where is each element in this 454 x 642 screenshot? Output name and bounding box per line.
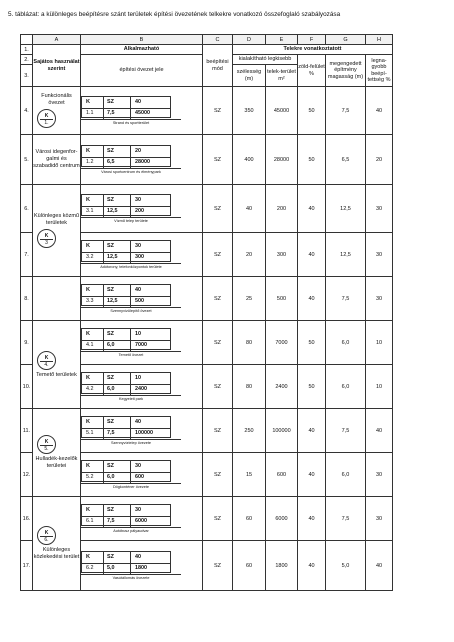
zone-code-cell [81, 277, 203, 321]
cell-magassag: 5,0 [326, 541, 366, 591]
group-code-num: 5. [44, 446, 49, 453]
cell-terulet: 600 [266, 453, 298, 497]
header-magassag: megengedett építmény magasság (m) [326, 55, 366, 87]
zone-k: K [86, 197, 91, 204]
cell-terulet: 45000 [266, 87, 298, 135]
cell-beepitettseg: 20 [366, 135, 393, 185]
cell-szelesseg: 80 [233, 365, 266, 409]
zone-sz: SZ [107, 507, 114, 514]
column-letter: D [233, 35, 266, 45]
cell-beepitesi-mod: SZ [203, 365, 233, 409]
cell-szelesseg: 40 [233, 185, 266, 233]
zone-number: 4.2 [86, 386, 94, 393]
cell-magassag: 7,5 [326, 277, 366, 321]
cell-terulet: 200 [266, 185, 298, 233]
zone-min-area: 600 [135, 474, 144, 481]
cell-szelesseg: 25 [233, 277, 266, 321]
cell-zoldfelulet: 40 [298, 277, 326, 321]
zone-sz: SZ [107, 99, 114, 106]
zone-min-area: 7000 [135, 342, 147, 349]
zone-min-area: 45000 [135, 110, 150, 117]
zone-k: K [86, 507, 91, 514]
cell-beepitesi-mod: SZ [203, 541, 233, 591]
row-number: 6. [21, 185, 33, 233]
zone-max-coverage: 40 [135, 99, 141, 106]
zone-caption: Kegyeleti park [81, 395, 181, 401]
cell-zoldfelulet: 50 [298, 87, 326, 135]
table-row [21, 87, 393, 135]
zone-k: K [86, 99, 91, 106]
zone-number: 3.2 [86, 254, 94, 261]
group-name: Funkcionális övezet [41, 92, 72, 106]
zone-code-cell [81, 87, 203, 135]
group-code-num: 4. [44, 361, 49, 368]
cell-beepitettseg: 30 [366, 233, 393, 277]
zone-caption: Szennyvízülepítő övezet [81, 307, 181, 313]
zone-max-coverage: 20 [135, 148, 141, 155]
zone-number: 3.1 [86, 208, 94, 215]
row-number: 17. [21, 541, 33, 591]
zone-sz: SZ [107, 463, 114, 470]
group-cell [33, 87, 81, 135]
zone-number: 5.1 [86, 430, 94, 437]
cell-beepitesi-mod: SZ [203, 277, 233, 321]
zone-code-cell [81, 185, 203, 233]
zone-code-box [81, 328, 171, 350]
cell-beepitesi-mod: SZ [203, 453, 233, 497]
header-epitesi-ovezet: építési övezet jele [81, 55, 203, 87]
column-letter: A [33, 35, 81, 45]
cell-beepitesi-mod: SZ [203, 409, 233, 453]
row-number: 8. [21, 277, 33, 321]
cell-beepitettseg: 10 [366, 365, 393, 409]
cell-beepitettseg: 30 [366, 185, 393, 233]
zone-code-box [81, 96, 171, 118]
group-code-badge [37, 526, 56, 545]
column-letter: E [266, 35, 298, 45]
group-name: Temető területek [36, 371, 77, 378]
group-code-badge [37, 229, 56, 248]
zone-sz: SZ [107, 148, 114, 155]
cell-zoldfelulet: 50 [298, 135, 326, 185]
cell-beepitettseg: 30 [366, 497, 393, 541]
zone-max-height: 7,5 [107, 518, 115, 525]
row-number: 7. [21, 233, 33, 277]
column-letter-row [21, 35, 393, 45]
zone-sz: SZ [107, 287, 114, 294]
group-code-k: K [44, 233, 49, 240]
header-beepitesi-mod: beépítési mód [203, 45, 233, 87]
zone-code-cell [81, 541, 203, 591]
header-beepitettseg: legna-gyobb beépí-tettség % [366, 55, 393, 87]
cell-szelesseg: 250 [233, 409, 266, 453]
cell-szelesseg: 400 [233, 135, 266, 185]
cell-zoldfelulet: 40 [298, 233, 326, 277]
zone-max-coverage: 30 [135, 197, 141, 204]
group-code-num: 6. [44, 537, 49, 544]
table-row [21, 277, 393, 321]
table-row [21, 185, 393, 233]
column-letter: C [203, 35, 233, 45]
zone-max-coverage: 30 [135, 463, 141, 470]
zone-number: 6.1 [86, 518, 94, 525]
zone-max-height: 12,5 [107, 208, 118, 215]
zone-code-box [81, 284, 171, 306]
group-cell [33, 409, 81, 497]
cell-zoldfelulet: 40 [298, 497, 326, 541]
zone-number: 4.1 [86, 342, 94, 349]
zone-k: K [86, 554, 91, 561]
group-cell [33, 135, 81, 185]
group-code-k: K [44, 439, 49, 446]
zone-code-cell [81, 497, 203, 541]
row-number-cell [21, 35, 33, 45]
cell-szelesseg: 80 [233, 321, 266, 365]
cell-szelesseg: 350 [233, 87, 266, 135]
zone-max-coverage: 30 [135, 507, 141, 514]
zone-max-coverage: 40 [135, 419, 141, 426]
header-group: Sajátos használat szerint [33, 45, 81, 87]
cell-terulet: 100000 [266, 409, 298, 453]
zone-code-cell [81, 135, 203, 185]
table-row [21, 409, 393, 453]
cell-beepitettseg: 10 [366, 321, 393, 365]
zone-caption: Városi sportcentrum és élménypark [81, 168, 181, 174]
zone-caption: Adótorony, telefonközpontok területe [81, 263, 181, 269]
cell-terulet: 7000 [266, 321, 298, 365]
cell-beepitettseg: 40 [366, 409, 393, 453]
zone-min-area: 300 [135, 254, 144, 261]
zone-max-height: 7,5 [107, 110, 115, 117]
zone-number: 3.3 [86, 298, 94, 305]
zone-caption: Vízmű telep területe [81, 217, 181, 223]
cell-beepitesi-mod: SZ [203, 185, 233, 233]
zone-max-coverage: 40 [135, 554, 141, 561]
zone-k: K [86, 419, 91, 426]
zone-k: K [86, 463, 91, 470]
group-name: Hulladék-kezelők területei [35, 456, 78, 469]
cell-beepitesi-mod: SZ [203, 233, 233, 277]
column-letter: F [298, 35, 326, 45]
cell-magassag: 6,0 [326, 453, 366, 497]
zone-k: K [86, 331, 91, 338]
column-letter: B [81, 35, 203, 45]
group-code-num: 3 [45, 240, 48, 247]
zone-max-height: 5,0 [107, 565, 115, 572]
zone-code-box [81, 416, 171, 438]
zone-caption: Szennyvíztelep övezete [81, 439, 181, 445]
zone-number: 5.2 [86, 474, 94, 481]
zone-min-area: 500 [135, 298, 144, 305]
row-number: 2. [21, 55, 33, 65]
cell-beepitettseg: 40 [366, 87, 393, 135]
cell-terulet: 300 [266, 233, 298, 277]
table-row [21, 321, 393, 365]
zone-max-coverage: 40 [135, 287, 141, 294]
cell-zoldfelulet: 50 [298, 321, 326, 365]
cell-zoldfelulet: 50 [298, 365, 326, 409]
column-letter: H [366, 35, 393, 45]
row-number: 10. [21, 365, 33, 409]
zone-code-box [81, 240, 171, 262]
cell-zoldfelulet: 40 [298, 453, 326, 497]
cell-magassag: 7,5 [326, 409, 366, 453]
cell-terulet: 2400 [266, 365, 298, 409]
zone-sz: SZ [107, 331, 114, 338]
cell-terulet: 6000 [266, 497, 298, 541]
group-code-num: 1. [44, 120, 49, 127]
cell-magassag: 7,5 [326, 497, 366, 541]
zone-min-area: 28000 [135, 159, 150, 166]
zone-min-area: 200 [135, 208, 144, 215]
row-number: 16. [21, 497, 33, 541]
zone-max-height: 6,0 [107, 386, 115, 393]
group-code-k: K [44, 530, 49, 537]
cell-szelesseg: 60 [233, 497, 266, 541]
group-name: Városi idegenfor-galmi és szabadidő centrum [33, 149, 80, 169]
group-code-badge [37, 109, 56, 128]
group-cell [33, 321, 81, 409]
row-number: 5. [21, 135, 33, 185]
zone-caption: Strand és sportterület [81, 119, 181, 125]
cell-magassag: 6,0 [326, 365, 366, 409]
column-letter: G [326, 35, 366, 45]
zone-code-cell [81, 365, 203, 409]
group-cell [33, 277, 81, 321]
zone-max-height: 12,5 [107, 254, 118, 261]
group-code-k: K [44, 354, 49, 361]
cell-beepitesi-mod: SZ [203, 87, 233, 135]
zone-k: K [86, 243, 91, 250]
row-number: 1. [21, 45, 33, 55]
zone-max-coverage: 10 [135, 331, 141, 338]
zone-max-coverage: 10 [135, 375, 141, 382]
header-kialakithato: kialakítható legkisebb [233, 55, 298, 65]
cell-magassag: 7,5 [326, 87, 366, 135]
zone-sz: SZ [107, 243, 114, 250]
zone-min-area: 2400 [135, 386, 147, 393]
table-row [21, 135, 393, 185]
cell-beepitesi-mod: SZ [203, 497, 233, 541]
header-terulet: telek-terület m² [266, 65, 298, 87]
zone-max-height: 6,0 [107, 342, 115, 349]
group-cell [33, 185, 81, 277]
cell-szelesseg: 60 [233, 541, 266, 591]
group-code-k: K [44, 113, 49, 120]
zone-code-cell [81, 453, 203, 497]
regulation-table [20, 34, 393, 591]
cell-magassag: 6,0 [326, 321, 366, 365]
zone-max-height: 12,5 [107, 298, 118, 305]
zone-sz: SZ [107, 197, 114, 204]
zone-caption: Temető övezet [81, 351, 181, 357]
group-code-badge [37, 435, 56, 454]
row-number: 9. [21, 321, 33, 365]
header-row [21, 45, 393, 55]
cell-beepitesi-mod: SZ [203, 135, 233, 185]
cell-beepitesi-mod: SZ [203, 321, 233, 365]
zone-sz: SZ [107, 419, 114, 426]
cell-beepitettseg: 30 [366, 453, 393, 497]
cell-zoldfelulet: 40 [298, 541, 326, 591]
zone-min-area: 100000 [135, 430, 153, 437]
cell-szelesseg: 20 [233, 233, 266, 277]
group-code-badge [37, 351, 56, 370]
cell-zoldfelulet: 40 [298, 185, 326, 233]
zone-max-height: 6,5 [107, 159, 115, 166]
zone-k: K [86, 148, 91, 155]
cell-magassag: 12,5 [326, 233, 366, 277]
zone-caption: Vasútállomás övezete [81, 574, 181, 580]
page-title: 5. táblázat: a különleges beépítésre szánt területek építési övezetének telkekre vonatkozó összefoglaló szabályozása [8, 11, 341, 18]
cell-szelesseg: 15 [233, 453, 266, 497]
zone-code-box [81, 551, 171, 573]
cell-beepitettseg: 40 [366, 541, 393, 591]
zone-max-coverage: 30 [135, 243, 141, 250]
zone-max-height: 6,0 [107, 474, 115, 481]
zone-code-box [81, 145, 171, 167]
cell-terulet: 1800 [266, 541, 298, 591]
row-number: 11. [21, 409, 33, 453]
zone-code-box [81, 504, 171, 526]
zone-number: 6.2 [86, 565, 94, 572]
cell-terulet: 500 [266, 277, 298, 321]
zone-code-cell [81, 321, 203, 365]
zone-sz: SZ [107, 554, 114, 561]
zone-code-box [81, 460, 171, 482]
group-cell [33, 497, 81, 591]
zone-k: K [86, 287, 91, 294]
zone-min-area: 1800 [135, 565, 147, 572]
zone-max-height: 7,5 [107, 430, 115, 437]
cell-magassag: 12,5 [326, 185, 366, 233]
zone-code-box [81, 372, 171, 394]
header-zoldfelulet: zöld-felület % [298, 55, 326, 87]
zone-caption: Dögkonténer övezete [81, 483, 181, 489]
group-name: Különleges közlekedési terület [33, 547, 80, 560]
zone-caption: Autóbusz pályaudvar [81, 527, 181, 533]
table-row [21, 497, 393, 541]
cell-beepitettseg: 30 [366, 277, 393, 321]
zone-sz: SZ [107, 375, 114, 382]
header-telekre: Telekre vonatkoztatott [233, 45, 393, 55]
row-number: 12. [21, 453, 33, 497]
cell-zoldfelulet: 40 [298, 409, 326, 453]
zone-number: 1.1 [86, 110, 94, 117]
row-number: 3. [21, 65, 33, 87]
header-alkalmazhato: Alkalmazható [81, 45, 203, 55]
row-number: 4. [21, 87, 33, 135]
cell-terulet: 28000 [266, 135, 298, 185]
zone-code-box [81, 194, 171, 216]
zone-code-cell [81, 409, 203, 453]
zone-code-cell [81, 233, 203, 277]
header-szelesseg: szélesség (m) [233, 65, 266, 87]
cell-magassag: 6,5 [326, 135, 366, 185]
zone-number: 1.2 [86, 159, 94, 166]
zone-min-area: 6000 [135, 518, 147, 525]
zone-k: K [86, 375, 91, 382]
group-name: Különleges közmű területek [34, 212, 79, 226]
